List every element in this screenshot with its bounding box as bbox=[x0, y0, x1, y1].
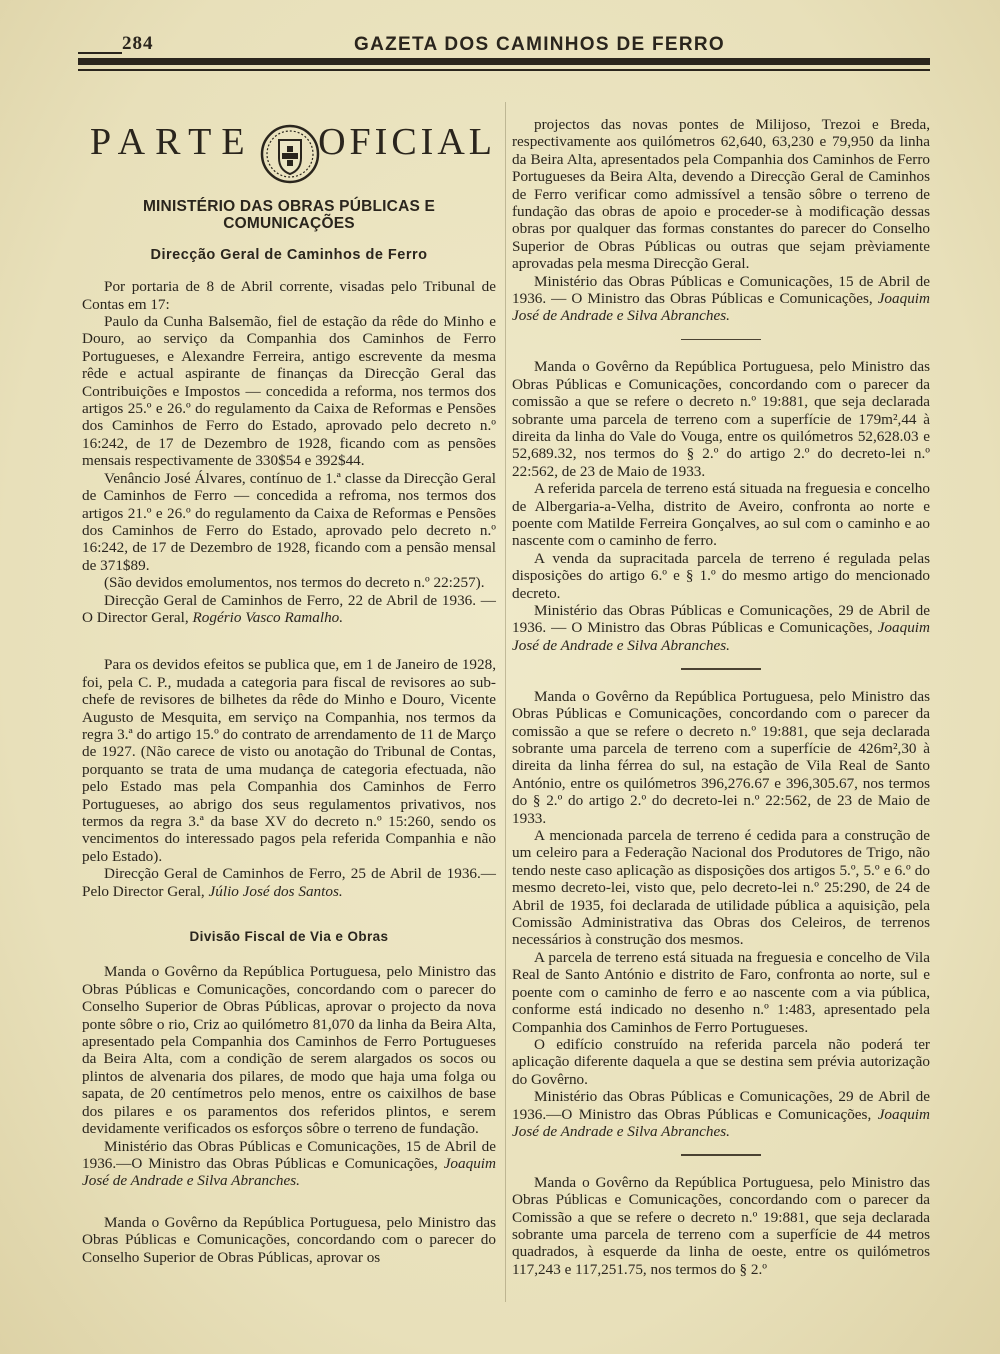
parte-oficial-heading bbox=[82, 114, 496, 184]
header-rule-thick bbox=[78, 58, 930, 65]
oficial-word: OFICIAL bbox=[318, 121, 496, 163]
paragraph: (São devidos emolumentos, nos termos do decreto n.º 22:257). bbox=[104, 574, 485, 592]
left-column bbox=[82, 100, 496, 1266]
paragraph-text: Ministério das Obras Públicas e Comunicações, 15 de Abril de 1936.—O Ministro das Obras Públicas e Comunicações, bbox=[82, 1137, 496, 1172]
signature: Rogério Vasco Ramalho. bbox=[192, 608, 344, 626]
paragraph: Manda o Govêrno da República Portuguesa, pelo Ministro das Obras Públicas e Comunicações, concordando com o parecer da Comissão a que se refere o decreto n.º 19:881, que seja declarada sobrante uma parcela de terreno com a superfície de 44 metros quadrados, à esquerde da linha de oeste, entre os quilómetros 117,243 e 117,251.75, nos termos do § 2.º bbox=[512, 1173, 930, 1278]
paragraph: O edifício construído na referida parcela não poderá ter aplicação diferente daquela a que se destina sem prévia autorização do Govêrno. bbox=[512, 1035, 930, 1088]
paragraph: Para os devidos efeitos se publica que, em 1 de Janeiro de 1928, foi, pela C. P., mudada a categoria para fiscal de revisores ao sub-chefe de revisores de bilhetes da rêde do Minho e Douro, Vicente Augusto de Mesquita, em serviço na Companhia, nos termos da regra 3.ª do artigo 15.º do contrato de arrendamento de 11 de Março de 1927. (Não carece de visto ou anotação do Tribunal de Contas, porquanto se trata de uma mudança de categoria efectuada, não pelo Estado mas pela Companhia dos Caminhos de Ferro Portugueses, ao abrigo dos seus regulamentos privativos, nos termos da regra 3.ª da base XV do decreto n.º 15:260, sendo os vencimentos do interessado pagos pela referida Companhia e não pelo Estado). bbox=[82, 656, 496, 865]
paragraph: A mencionada parcela de terreno é cedida para a construção de um celeiro para a Federação Nacional dos Produtores de Trigo, não tendo neste caso aplicação as disposições dos artigos 5.º, 5.º e 6.º do mesmo decreto-lei, visto que, pelo decreto-lei n.º 25:290, de 24 de Abril de 1935, foi declarada de utilidade pública a aquisição, pela Comissão Administrativa das Obras dos Celeiros, de terrenos necessários à construção dos mesmos. bbox=[512, 827, 930, 949]
masthead-title: GAZETA DOS CAMINHOS DE FERRO bbox=[354, 34, 726, 55]
signature: Júlio José dos Santos. bbox=[208, 882, 343, 900]
signature: Joaquim José de Andrade e Silva Abranches. bbox=[82, 1154, 496, 1190]
portuguese-coat-of-arms-icon bbox=[260, 122, 320, 186]
paragraph: Por portaria de 8 de Abril corrente, visadas pelo Tribunal de Contas em 17: bbox=[82, 278, 496, 313]
page-number: 284 bbox=[122, 33, 154, 54]
right-column bbox=[512, 116, 930, 1278]
section-title: Divisão Fiscal de Via e Obras bbox=[189, 929, 389, 945]
paragraph-signed bbox=[82, 865, 496, 900]
signature: Joaquim José de Andrade e Silva Abranches. bbox=[512, 1105, 930, 1140]
paragraph: Manda o Govêrno da República Portuguesa, pelo Ministro das Obras Públicas e Comunicações, concordando com o parecer da comissão a que se refere o decreto n.º 19:881, que seja declarada sobrante uma parcela de terreno com a superfície de 426m²,30 à direita da linha férrea do sul, na estação de Vila Real de Santo António, entre os quilómetros 396,276.67 e 396,305.67, nos termos do § 2.º do artigo 2.º do decreto-lei n.º 22:562, de 23 de Maio de 1933. bbox=[512, 687, 930, 827]
paragraph: Paulo da Cunha Balsemão, fiel de estação da rêde do Minho e Douro, ao serviço da Companhia dos Caminhos de Ferro Portugueses, e Alexandre Ferreira, antigo escrevente da mesma rêde e actual aspirante de finanças da Direcção Geral das Contribuições e Impostos — concedida a reforma, nos termos dos artigos 25.º e 26.º do regulamento da Caixa de Reformas e Pensões dos Caminhos de Ferro do Estado, aprovado pelo decreto n.º 16:242, de 17 de Dezembro de 1928, ficando com as pensões mensais respectivamente de 330$54 e 392$44. bbox=[82, 313, 496, 470]
paragraph-text: Ministério das Obras Públicas e Comunicações, 29 de Abril de 1936.—O Ministro das Obras Públicas e Comunicações, bbox=[512, 1088, 930, 1123]
section-separator bbox=[681, 1154, 761, 1156]
direccao-title: Direcção Geral de Caminhos de Ferro bbox=[150, 246, 428, 263]
paragraph: Manda o Govêrno da República Portuguesa, pelo Ministro das Obras Públicas e Comunicações, concordando com o parecer da comissão a que se refere o decreto n.º 19:881, que seja declarada sobrante uma parcela de terreno com a superfície de 179m²,44 à direita da linha do Vale do Vouga, entre os quilómetros 52,628.03 e 52,689.32, nos termos do § 2.º do artigo 2.º do decreto-lei n.º 22:562, de 23 de Maio de 1933. bbox=[512, 358, 930, 480]
paragraph-text: Ministério das Obras Públicas e Comunicações, 15 de Abril de 1936. — O Ministro das Obras Públicas e Comunicações, bbox=[512, 272, 930, 308]
section-separator bbox=[681, 339, 761, 341]
paragraph: A venda da supracitada parcela de terreno é regulada pelas disposições do artigo 6.º e § 1.º do mesmo artigo do mencionado decreto. bbox=[512, 549, 930, 602]
paragraph-text: Direcção Geral de Caminhos de Ferro, 22 de Abril de 1936. — O Director Geral, bbox=[82, 591, 496, 626]
paragraph: projectos das novas pontes de Milijoso, Trezoi e Breda, respectivamente aos quilómetros 62,640, 63,230 e 79,950 da linha da Beira Alta, apresentados pela Companhia dos Caminhos de Ferro Portugueses da Beira Alta, devendo a Direcção Geral de Caminhos de Ferro verificar como admissível a tensão sôbre o terreno de fundação das obras de apoio e proceder-se à modificação dessas obras por qualquer das formas constantes do parecer do Conselho Superior de Obras Públicas ou outras que sejam prèviamente aprovadas pela mesma Direcção Geral. bbox=[512, 116, 930, 273]
paragraph: Venâncio José Álvares, contínuo de 1.ª classe da Direcção Geral de Caminhos de Ferro — concedida a refroma, nos termos dos artigos 21.º e 26.º do regulamento da Caixa de Reformas e Pensões dos Caminhos de Ferro do Estado, aprovado pelo decreto n.º 16:242, de 17 de Dezembro de 1928, ficando com a pensão mensal de 371$89. bbox=[82, 469, 496, 574]
paragraph-text: Direcção Geral de Caminhos de Ferro, 25 de Abril de 1936.—Pelo Director Geral, bbox=[82, 865, 496, 900]
ministry-title: MINISTÉRIO DAS OBRAS PÚBLICAS E COMUNICAÇÕES bbox=[142, 198, 436, 233]
paragraph: Manda o Govêrno da República Portuguesa, pelo Ministro das Obras Públicas e Comunicações, concordando com o parecer do Conselho Superior de Obras Públicas, aprovar o projecto da nova ponte sôbre o rio, Criz ao quilómetro 81,070 da linha da Beira Alta, apresentado pela Companhia dos Caminhos de Ferro Portugueses da Beira Alta, com a condição de serem alargados os socos ou plintos de alvenaria dos pilares, de modo que haja uma folga ou sapata, de 20 centímetros pelo menos, entre os caixilhos de base dos pilares e os paramentos dos referidos plintos, e serem devidamente verificados os esforços sôbre o terreno de fundação. bbox=[82, 963, 496, 1138]
section-separator bbox=[681, 668, 761, 670]
signature: Joaquim José de Andrade e Silva Abranches. bbox=[512, 290, 930, 325]
paragraph: A referida parcela de terreno está situada na freguesia e concelho de Albergaria-a-Velha, distrito de Aveiro, confronta ao norte e poente com Matilde Ferreira Gonçalves, ao sul com o caminho e ao nascente com o caminho de ferro. bbox=[512, 480, 930, 550]
header-rule-thin bbox=[78, 69, 930, 71]
paragraph-signed bbox=[512, 1088, 930, 1140]
signature: Joaquim José de Andrade e Silva Abranches. bbox=[512, 619, 930, 654]
paragraph-signed bbox=[512, 273, 930, 325]
paragraph-text: Ministério das Obras Públicas e Comunicações, 29 de Abril de 1936. — O Ministro das Obras Públicas e Comunicações, bbox=[512, 602, 930, 637]
paragraph: A parcela de terreno está situada na freguesia e concelho de Vila Real de Santo António e distrito de Faro, confronta ao norte, sul e poente com o caminho de ferro e ao nascente com a via pública, conforme está indicado no desenho n.º 1:483, apresentado pela Companhia dos Caminhos de Ferro Portugueses. bbox=[512, 948, 930, 1036]
column-divider bbox=[505, 102, 506, 1302]
paragraph: Manda o Govêrno da República Portuguesa, pelo Ministro das Obras Públicas e Comunicações, concordando com o parecer do Conselho Superior de Obras Públicas, aprovar os bbox=[82, 1213, 496, 1266]
paragraph-signed bbox=[82, 592, 496, 627]
paragraph-signed bbox=[512, 602, 930, 654]
spacer bbox=[82, 626, 496, 656]
header-rule-left bbox=[78, 52, 122, 54]
spacer bbox=[82, 1190, 496, 1214]
paragraph-signed bbox=[82, 1138, 496, 1190]
parte-word: PARTE bbox=[90, 121, 255, 163]
